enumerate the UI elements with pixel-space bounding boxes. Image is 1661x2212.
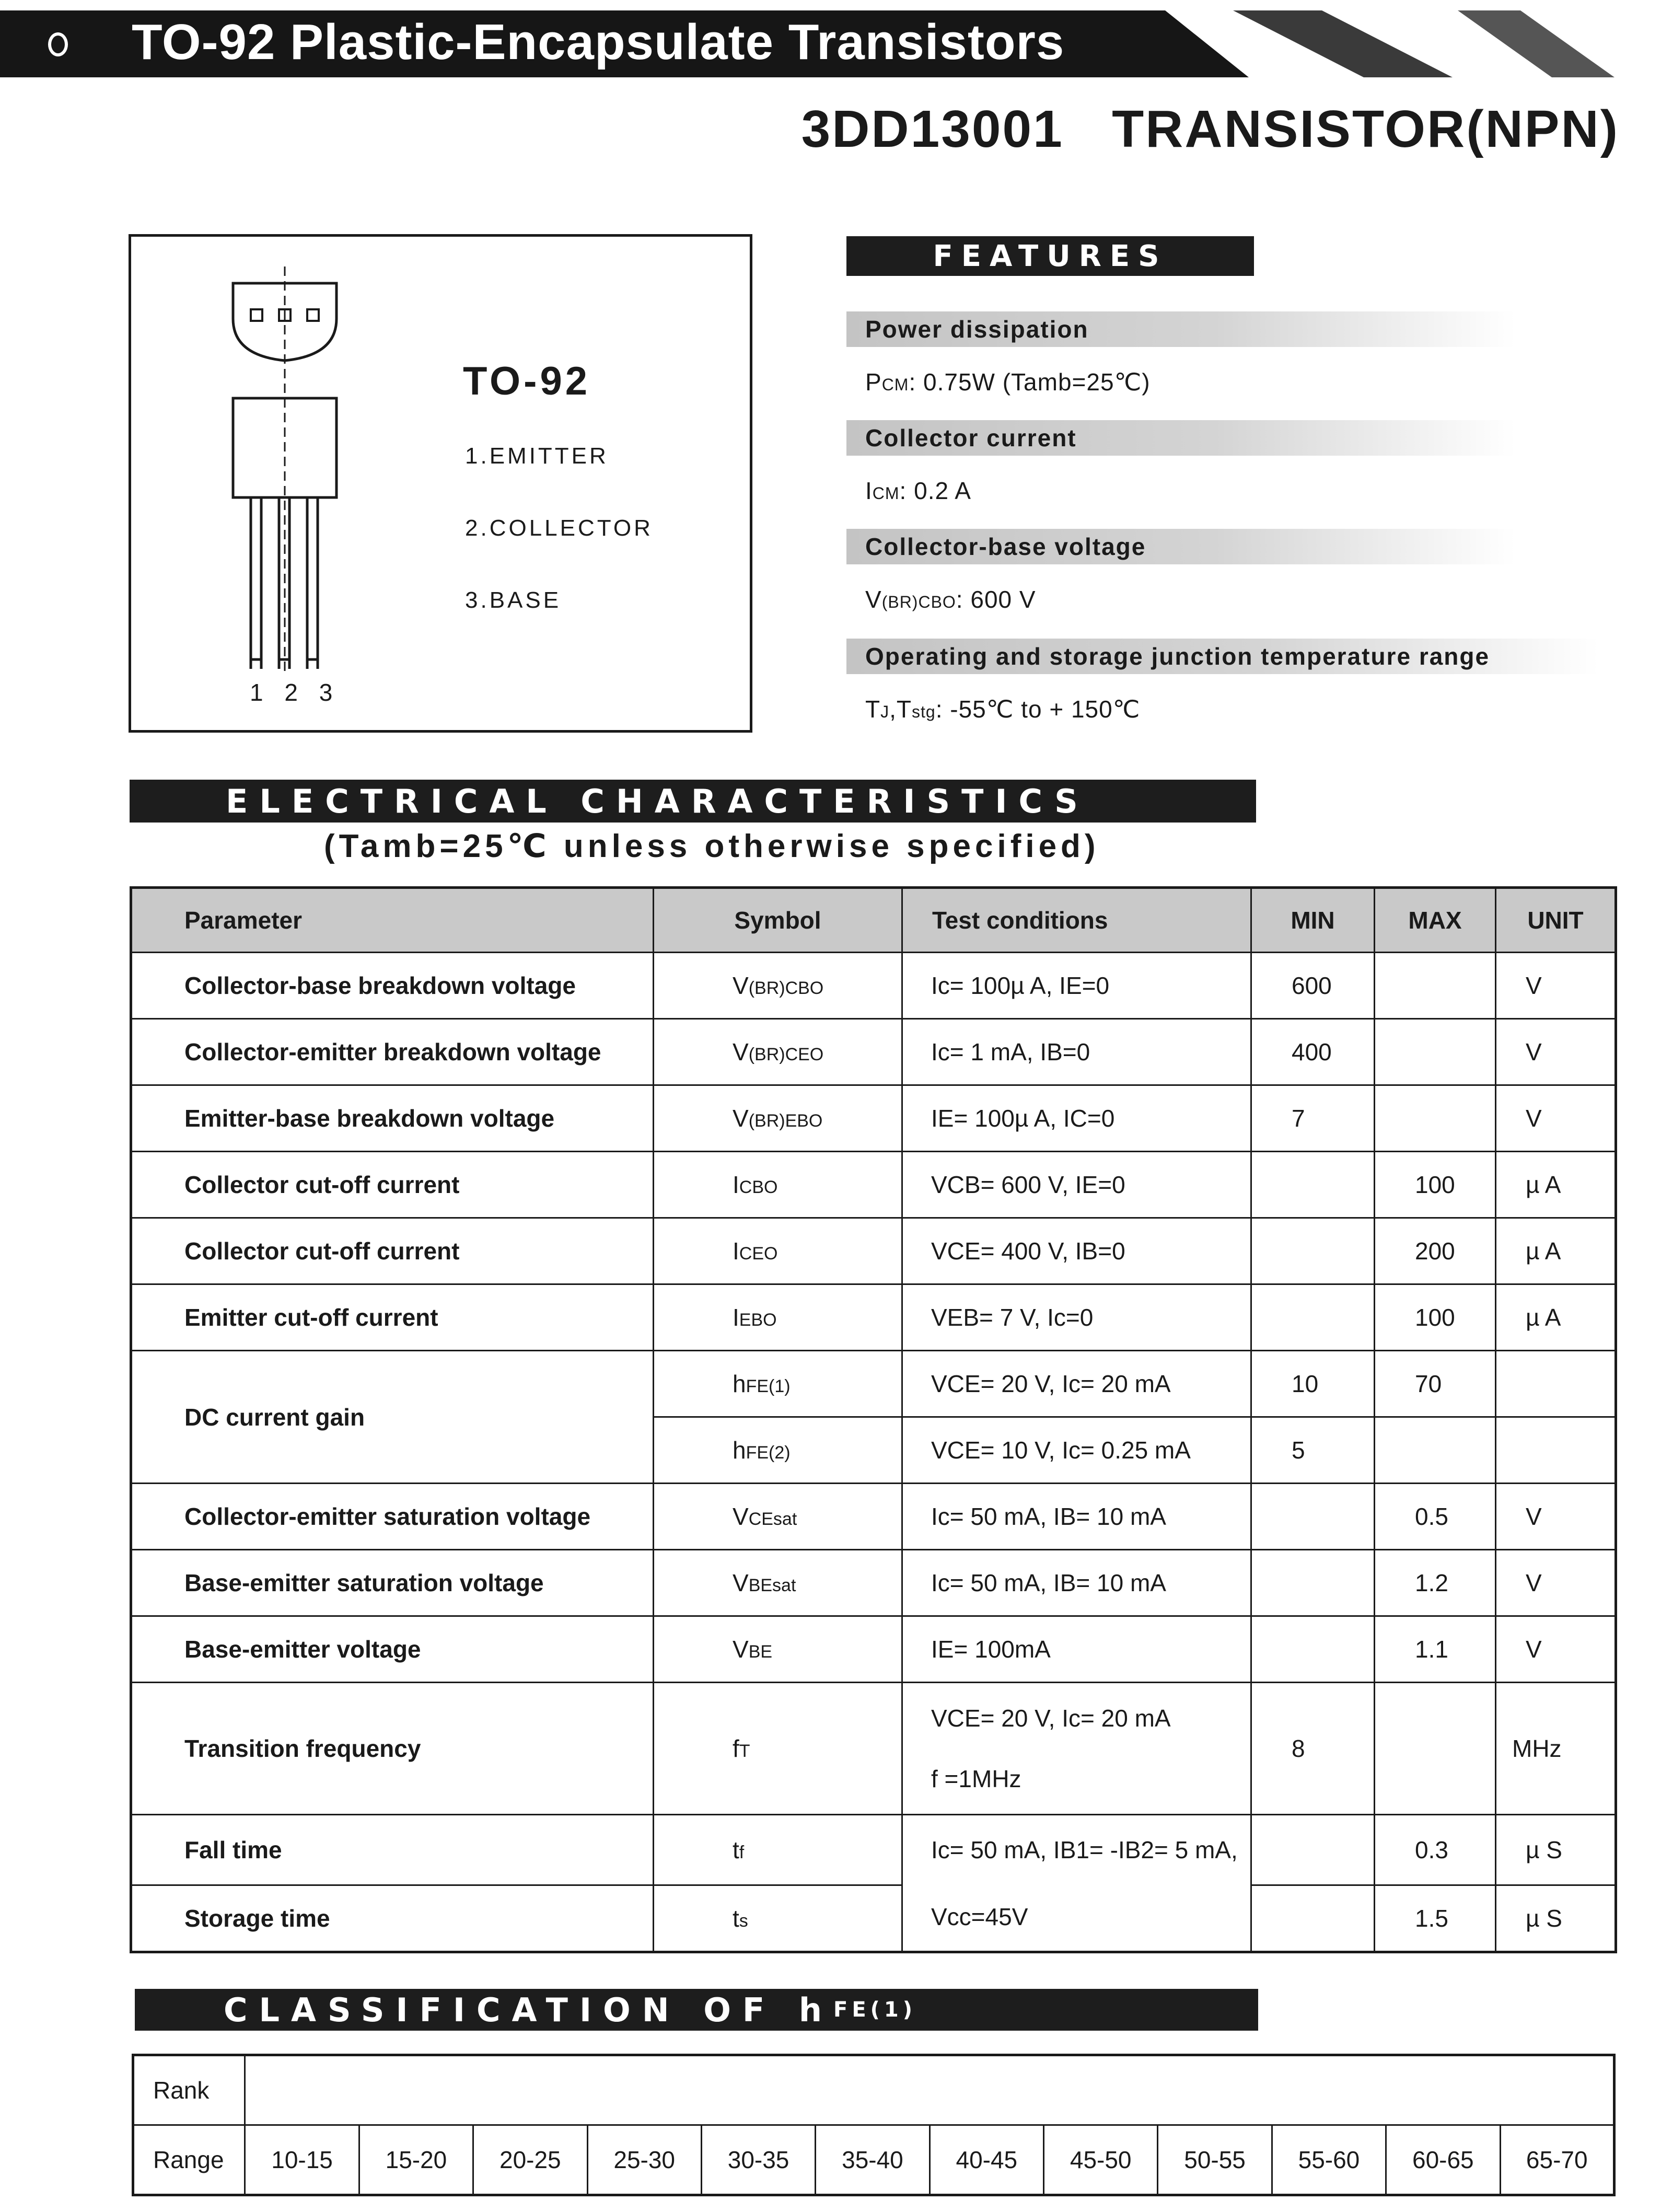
unit-cell: µ A [1496,1284,1616,1351]
condition-cell: Ic= 100µ A, IЕ=0 [902,953,1251,1019]
table-row [131,1815,1616,1885]
pin-label-collector: 2.COLLECTOR [465,515,653,541]
min-cell [1251,1284,1375,1351]
range-cell: 60-65 [1386,2125,1500,2195]
column-header: Parameter [131,888,654,953]
max-cell: 200 [1375,1218,1496,1284]
min-cell: 7 [1251,1085,1375,1152]
range-cell: 35-40 [816,2125,930,2195]
max-cell: 0.3 [1375,1815,1496,1885]
table-row [131,1085,1616,1152]
min-cell [1251,1616,1375,1683]
min-cell: 400 [1251,1019,1375,1085]
unit-cell: V [1496,1085,1616,1152]
max-cell: 100 [1375,1152,1496,1218]
range-cell: 65-70 [1500,2125,1614,2195]
param-cell: Emitter-base breakdown voltage [131,1085,654,1152]
rank-label: Rank [133,2055,245,2125]
min-cell: 600 [1251,953,1375,1019]
range-cell: 15-20 [359,2125,473,2195]
decorative-stripe [1458,10,1614,77]
pin-label-emitter: 1.EMITTER [465,443,609,469]
param-cell: Fall time [131,1815,654,1885]
range-cell: 50-55 [1158,2125,1272,2195]
param-cell: Transition frequency [131,1683,654,1815]
range-cell: 40-45 [930,2125,1043,2195]
column-header: Symbol [654,888,902,953]
classification-table [132,2054,1616,2196]
condition-cell: Ic= 1 mA, IB=0 [902,1019,1251,1085]
param-cell: Collector cut-off current [131,1152,654,1218]
symbol-cell: fT [654,1683,902,1815]
feature-value-collector-current: ICM: 0.2 A [865,477,971,504]
param-cell: Base-emitter voltage [131,1616,654,1683]
condition-cell: VCB= 600 V, IE=0 [902,1152,1251,1218]
column-header: MAX [1375,888,1496,953]
table-row [131,1284,1616,1351]
max-cell: 1.1 [1375,1616,1496,1683]
column-header: Test conditions [902,888,1251,953]
param-cell: Base-emitter saturation voltage [131,1550,654,1616]
condition-cell: VCE= 20 V, Ic= 20 mA [902,1351,1251,1417]
unit-cell: µ A [1496,1152,1616,1218]
symbol-cell: ICBO [654,1152,902,1218]
decorative-stripe [1233,10,1453,77]
table-row [131,1152,1616,1218]
unit-cell: MHz [1496,1683,1616,1815]
banner-title: TO-92 Plastic-Encapsulate Transistors [132,14,1065,70]
max-cell [1375,1683,1496,1815]
min-cell: 8 [1251,1683,1375,1815]
unit-cell: V [1496,1616,1616,1683]
feature-value-temperature: TJ,Tstg: -55℃ to + 150℃ [865,696,1141,723]
circle-bullet-icon [48,32,68,56]
unit-cell: V [1496,1550,1616,1616]
unit-cell [1496,1351,1616,1417]
unit-cell: V [1496,1019,1616,1085]
param-cell: DC current gain [131,1351,654,1484]
max-cell [1375,1085,1496,1152]
feature-value-cb-voltage: V(BR)CBO: 600 V [865,586,1036,613]
min-cell [1251,1885,1375,1952]
electrical-subtitle: (Tamb=25℃ unless otherwise specified) [324,828,1100,864]
rank-values [245,2055,1614,2125]
range-cell: 45-50 [1044,2125,1158,2195]
max-cell: 0.5 [1375,1484,1496,1550]
unit-cell [1496,1417,1616,1484]
table-row [131,953,1616,1019]
condition-cell: IE= 100mA [902,1616,1251,1683]
max-cell: 100 [1375,1284,1496,1351]
param-cell: Collector-base breakdown voltage [131,953,654,1019]
electrical-heading: ELECTRICAL CHARACTERISTICS [130,780,1256,823]
range-cell: 30-35 [701,2125,815,2195]
condition-cell: IE= 100µ A, IC=0 [902,1085,1251,1152]
condition-cell: Ic= 50 mA, IB= 10 mA [902,1484,1251,1550]
condition-cell: VCE= 20 V, Ic= 20 mA f =1MHz [902,1683,1251,1815]
pin-label-base: 3.BASE [465,587,562,613]
rank-row [133,2055,1614,2125]
range-cell: 10-15 [245,2125,359,2195]
condition-cell: VCE= 10 V, Ic= 0.25 mA [902,1417,1251,1484]
table-row [131,1550,1616,1616]
range-cell: 20-25 [473,2125,587,2195]
condition-cell: Ic= 50 mA, IB= 10 mA [902,1550,1251,1616]
feature-value-power: PCM: 0.75W (Tamb=25℃) [865,368,1151,396]
condition-cell: VCE= 400 V, IB=0 [902,1218,1251,1284]
max-cell: 1.2 [1375,1550,1496,1616]
classification-heading: CLASSIFICATION OF h FE(1) [135,1989,1258,2031]
symbol-cell: IEBO [654,1284,902,1351]
table-row [131,1484,1616,1550]
param-cell: Emitter cut-off current [131,1284,654,1351]
table-row [131,1683,1616,1815]
unit-cell: µ S [1496,1815,1616,1885]
min-cell [1251,1815,1375,1885]
range-cell: 55-60 [1272,2125,1386,2195]
symbol-cell: VBEsat [654,1550,902,1616]
min-cell: 10 [1251,1351,1375,1417]
to92-package-drawing [209,261,366,721]
table-row [131,1885,1616,1952]
param-cell: Storage time [131,1885,654,1952]
condition-cell: Ic= 50 mA, IB1= -IB2= 5 mA, Vcc=45V [902,1815,1251,1952]
feature-heading-cb-voltage: Collector-base voltage [846,529,1515,564]
symbol-cell: V(BR)EBO [654,1085,902,1152]
range-row [133,2125,1614,2195]
features-heading: FEATURES [846,236,1254,276]
max-cell: 1.5 [1375,1885,1496,1952]
column-header: MIN [1251,888,1375,953]
pin-numbers: 1 2 3 [250,679,340,706]
param-cell: Collector cut-off current [131,1218,654,1284]
part-title: 3DD13001 TRANSISTOR(NPN) [801,100,1619,158]
param-cell: Collector-emitter saturation voltage [131,1484,654,1550]
symbol-cell: V(BR)CBO [654,953,902,1019]
unit-cell: µ A [1496,1218,1616,1284]
range-cell: 25-30 [587,2125,701,2195]
feature-heading-power: Power dissipation [846,311,1515,347]
table-row [131,1218,1616,1284]
condition-cell: VEB= 7 V, Ic=0 [902,1284,1251,1351]
table-row [131,1351,1616,1417]
symbol-cell: hFE(1) [654,1351,902,1417]
symbol-cell: VBE [654,1616,902,1683]
symbol-cell: ts [654,1885,902,1952]
min-cell: 5 [1251,1417,1375,1484]
unit-cell: V [1496,953,1616,1019]
table-row [131,1616,1616,1683]
feature-heading-temperature: Operating and storage junction temperature range [846,639,1599,674]
symbol-cell: V(BR)CEO [654,1019,902,1085]
max-cell [1375,1019,1496,1085]
max-cell: 70 [1375,1351,1496,1417]
min-cell [1251,1152,1375,1218]
range-label: Range [133,2125,245,2195]
feature-heading-collector-current: Collector current [846,420,1515,456]
symbol-cell: ICEO [654,1218,902,1284]
min-cell [1251,1218,1375,1284]
min-cell [1251,1484,1375,1550]
table-header-row [131,888,1616,953]
characteristics-table [130,886,1617,1953]
unit-cell: µ S [1496,1885,1616,1952]
max-cell [1375,1417,1496,1484]
symbol-cell: tf [654,1815,902,1885]
unit-cell: V [1496,1484,1616,1550]
symbol-cell: VCEsat [654,1484,902,1550]
package-name: TO-92 [463,359,591,403]
column-header: UNIT [1496,888,1616,953]
table-row [131,1019,1616,1085]
max-cell [1375,953,1496,1019]
min-cell [1251,1550,1375,1616]
param-cell: Collector-emitter breakdown voltage [131,1019,654,1085]
symbol-cell: hFE(2) [654,1417,902,1484]
